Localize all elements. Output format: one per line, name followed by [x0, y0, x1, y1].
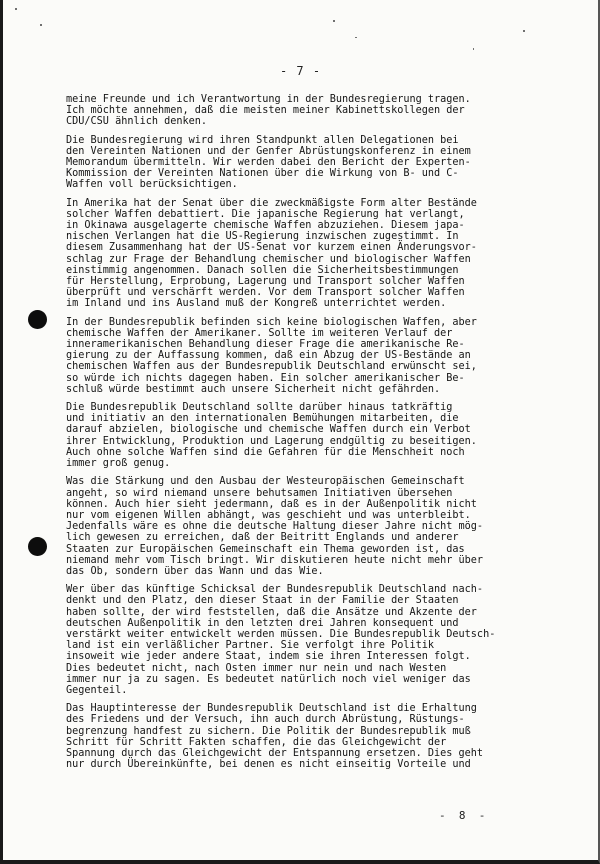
text-line: schlag zur Frage der Behandlung chemischer und biologischer Waffen	[66, 253, 471, 265]
text-line: im Inland und ins Ausland muß der Kongreß unterrichtet werden.	[66, 298, 447, 310]
text-line: Ich möchte annehmen, daß die meisten meiner Kabinettskollegen der	[66, 105, 465, 117]
text-line: haben sollte, der wird feststellen, daß die Ansätze und Akzente der	[66, 606, 477, 618]
text-line: In Amerika hat der Senat über die zweckmäßigste Form alter Bestände	[66, 197, 477, 209]
text-line: In der Bundesrepublik befinden sich keine biologischen Waffen, aber	[66, 316, 477, 328]
text-line: ihrer Entwicklung, Produktion und Lagerung endgültig zu beseitigen.	[66, 435, 477, 447]
text-line: Die Bundesrepublik Deutschland sollte darüber hinaus tatkräftig	[66, 402, 453, 414]
text-line: Memorandum übermitteln. Wir werden dabei den Bericht der Experten-	[66, 157, 471, 169]
text-line: Wer über das künftige Schicksal der Bundesrepublik Deutschland nach-	[66, 584, 484, 596]
text-line: darauf abzielen, biologische und chemische Waffen durch ein Verbot	[66, 424, 471, 436]
paragraph	[66, 402, 566, 469]
text-line: den Vereinten Nationen und der Genfer Abrüstungskonferenz in einem	[66, 145, 471, 157]
text-line: nur durch Übereinkünfte, bei denen es nicht einseitig Vorteile und	[66, 759, 471, 771]
text-line: so würde ich nichts dagegen haben. Ein solcher amerikanischer Be-	[66, 372, 465, 384]
text-line: insoweit wie jeder andere Staat, indem sie ihren Interessen folgt.	[66, 651, 471, 663]
text-line: Gegenteil.	[66, 684, 128, 696]
text-line: Dies bedeutet nicht, nach Osten immer nur nein und nach Westen	[66, 662, 447, 674]
paragraph	[66, 94, 566, 128]
text-line: nur vom eigenen Willen abhängt, was geschieht und was unterbleibt.	[66, 509, 471, 521]
punch-hole	[28, 310, 47, 329]
text-line: Staaten zur Europäischen Gemeinschaft ein Thema geworden ist, das	[66, 543, 465, 555]
scan-speck	[333, 20, 335, 22]
scan-speck	[355, 37, 357, 38]
scan-speck	[523, 30, 525, 32]
text-line: Auch ohne solche Waffen sind die Gefahren für die Menschheit noch	[66, 446, 465, 458]
scan-speck	[15, 8, 17, 10]
text-line: land ist ein verläßlicher Partner. Sie verfolgt ihre Politik	[66, 640, 435, 652]
text-line: Jedenfalls wäre es ohne die deutsche Haltung dieser Jahre nicht mög-	[66, 521, 484, 533]
text-line: denkt und den Platz, den dieser Staat in der Familie der Staaten	[66, 595, 459, 607]
paragraph	[66, 198, 566, 310]
text-line: meine Freunde und ich Verantwortung in der Bundesregierung tragen.	[66, 94, 471, 105]
text-line: angeht, so wird niemand unsere behutsamen Initiativen übersehen	[66, 487, 453, 499]
text-line: solcher Waffen debattiert. Die japanische Regierung hat verlangt,	[66, 208, 465, 220]
body-text	[66, 94, 566, 777]
text-line: niemand mehr vom Tisch bringt. Wir diskutieren heute nicht mehr über	[66, 554, 484, 566]
scan-speck	[473, 48, 474, 50]
page-number: - 7 -	[279, 64, 322, 78]
text-line: für Herstellung, Erprobung, Lagerung und Transport solcher Waffen	[66, 276, 465, 288]
text-line: diesem Zusammenhang hat der US-Senat vor kurzem einen Änderungsvor-	[66, 242, 477, 254]
paragraph	[66, 703, 566, 770]
paragraph	[66, 476, 566, 577]
text-line: Was die Stärkung und den Ausbau der Westeuropäischen Gemeinschaft	[66, 476, 465, 488]
text-line: überprüft und verschärft werden. Vor dem Transport solcher Waffen	[66, 287, 465, 299]
continuation-page-mark: - 8 -	[439, 809, 486, 822]
text-line: deutschen Außenpolitik in den letzten drei Jahren konsequent und	[66, 617, 459, 629]
text-line: immer nur ja zu sagen. Es bedeutet natürlich noch viel weniger das	[66, 673, 471, 685]
text-line: nischen Verlangen hat die US-Regierung inzwischen zugestimmt. In	[66, 231, 459, 243]
text-line: das Ob, sondern über das Wann und das Wie.	[66, 565, 324, 577]
text-line: immer groß genug.	[66, 458, 171, 470]
text-line: chemische Waffen der Amerikaner. Sollte im weiteren Verlauf der	[66, 327, 453, 339]
text-line: verstärkt weiter entwickelt werden müssen. Die Bundesrepublik Deutsch-	[66, 628, 496, 640]
text-line: Die Bundesregierung wird ihren Standpunkt allen Delegationen bei	[66, 134, 459, 146]
text-line: Das Hauptinteresse der Bundesrepublik Deutschland ist die Erhaltung	[66, 703, 477, 715]
paragraph	[66, 317, 566, 395]
text-line: inneramerikanischen Behandlung dieser Frage die amerikanische Re-	[66, 339, 465, 351]
text-line: einstimmig angenommen. Danach sollen die Sicherheitsbestimmungen	[66, 264, 459, 276]
paragraph	[66, 135, 566, 191]
punch-hole	[28, 537, 47, 556]
text-line: und initiativ an den internationalen Bemühungen mitarbeiten, die	[66, 413, 459, 425]
text-line: in Okinawa ausgelagerte chemische Waffen abzuziehen. Diesem japa-	[66, 220, 465, 232]
scan-speck	[40, 24, 42, 26]
paragraph	[66, 584, 566, 696]
text-line: Spannung durch das Gleichgewicht der Entspannung ersetzen. Dies geht	[66, 747, 484, 759]
text-line: können. Auch hier sieht jedermann, daß es in der Außenpolitik nicht	[66, 498, 477, 510]
text-line: chemischen Waffen aus der Bundesrepublik Deutschland erwünscht sei,	[66, 361, 477, 373]
text-line: Schritt für Schritt Fakten schaffen, die das Gleichgewicht der	[66, 736, 447, 748]
text-line: gierung zu der Auffassung kommen, daß ein Abzug der US-Bestände an	[66, 350, 471, 362]
text-line: Kommission der Vereinten Nationen über die Wirkung von B- und C-	[66, 168, 459, 180]
text-line: lich gewesen zu erreichen, daß der Beitritt Englands und anderer	[66, 532, 459, 544]
text-line: des Friedens und der Versuch, ihn auch durch Abrüstung, Rüstungs-	[66, 714, 465, 726]
text-line: begrenzung handfest zu sichern. Die Politik der Bundesrepublik muß	[66, 725, 471, 737]
text-line: CDU/CSU ähnlich denken.	[66, 116, 208, 128]
text-line: Waffen voll berücksichtigen.	[66, 179, 238, 191]
text-line: schluß würde bestimmt auch unsere Sicherheit nicht gefährden.	[66, 383, 441, 395]
